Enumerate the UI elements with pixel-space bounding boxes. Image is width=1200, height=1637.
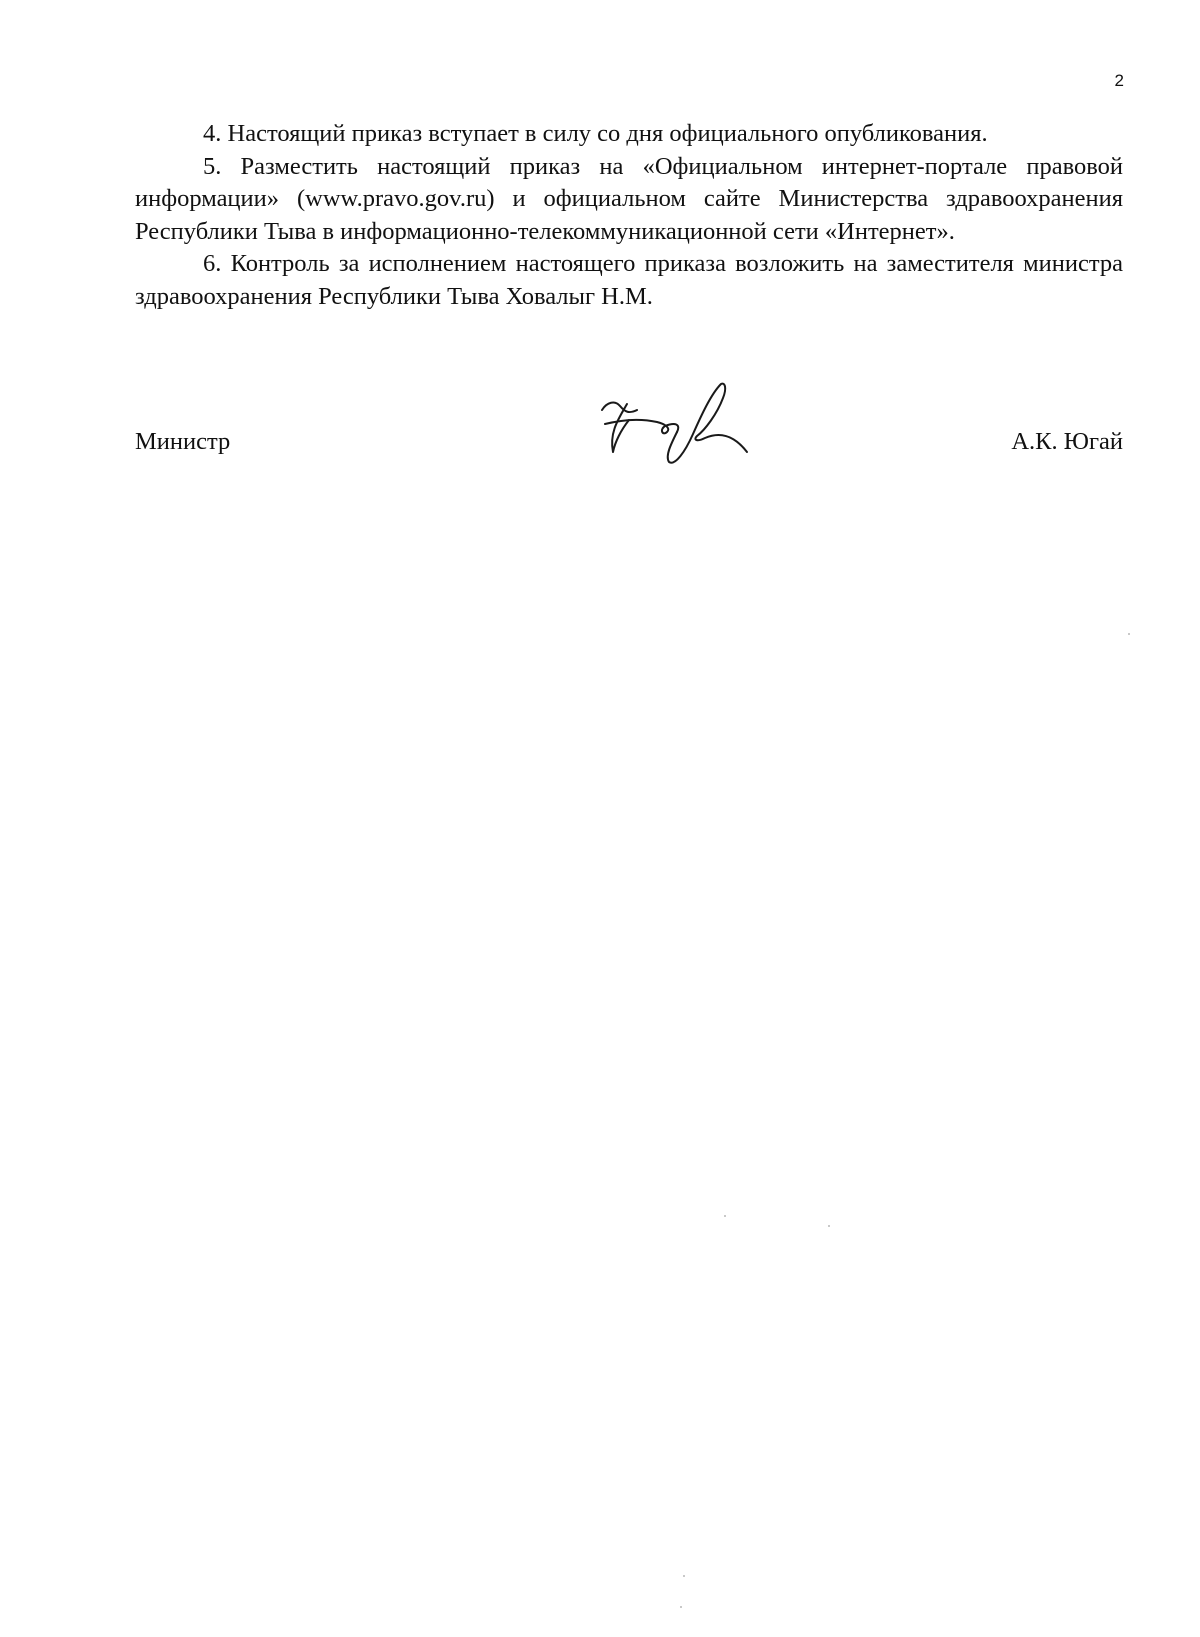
scan-artifact bbox=[1128, 633, 1130, 635]
paragraph-item-6: 6. Контроль за исполнением настоящего приказа возложить на заместителя министра здравоохранения Республики Тыва Ховалыг Н.М. bbox=[135, 250, 1123, 310]
page-number: 2 bbox=[1114, 71, 1124, 90]
paragraph-item-4: 4. Настоящий приказ вступает в силу со дня официального опубликования. bbox=[203, 120, 988, 147]
scan-artifact bbox=[683, 1575, 685, 1577]
signer-position: Министр bbox=[135, 428, 231, 455]
signature-stroke bbox=[602, 403, 637, 413]
handwritten-signature bbox=[585, 380, 755, 470]
scan-artifact bbox=[828, 1225, 830, 1227]
scan-artifact bbox=[724, 1215, 726, 1217]
scan-artifact bbox=[680, 1606, 682, 1608]
paragraph-item-5: 5. Разместить настоящий приказ на «Официальном интернет-портале правовой информации» (www.pravo.gov.ru) и официальном сайте Министерства здравоохранения Республики Тыва в информационно-телекоммуникационной сети «Интернет». bbox=[135, 152, 1123, 245]
signature-stroke bbox=[668, 384, 747, 463]
document-body bbox=[135, 118, 1123, 314]
signature-block bbox=[135, 380, 1123, 480]
signer-name: А.К. Югай bbox=[1011, 428, 1123, 455]
